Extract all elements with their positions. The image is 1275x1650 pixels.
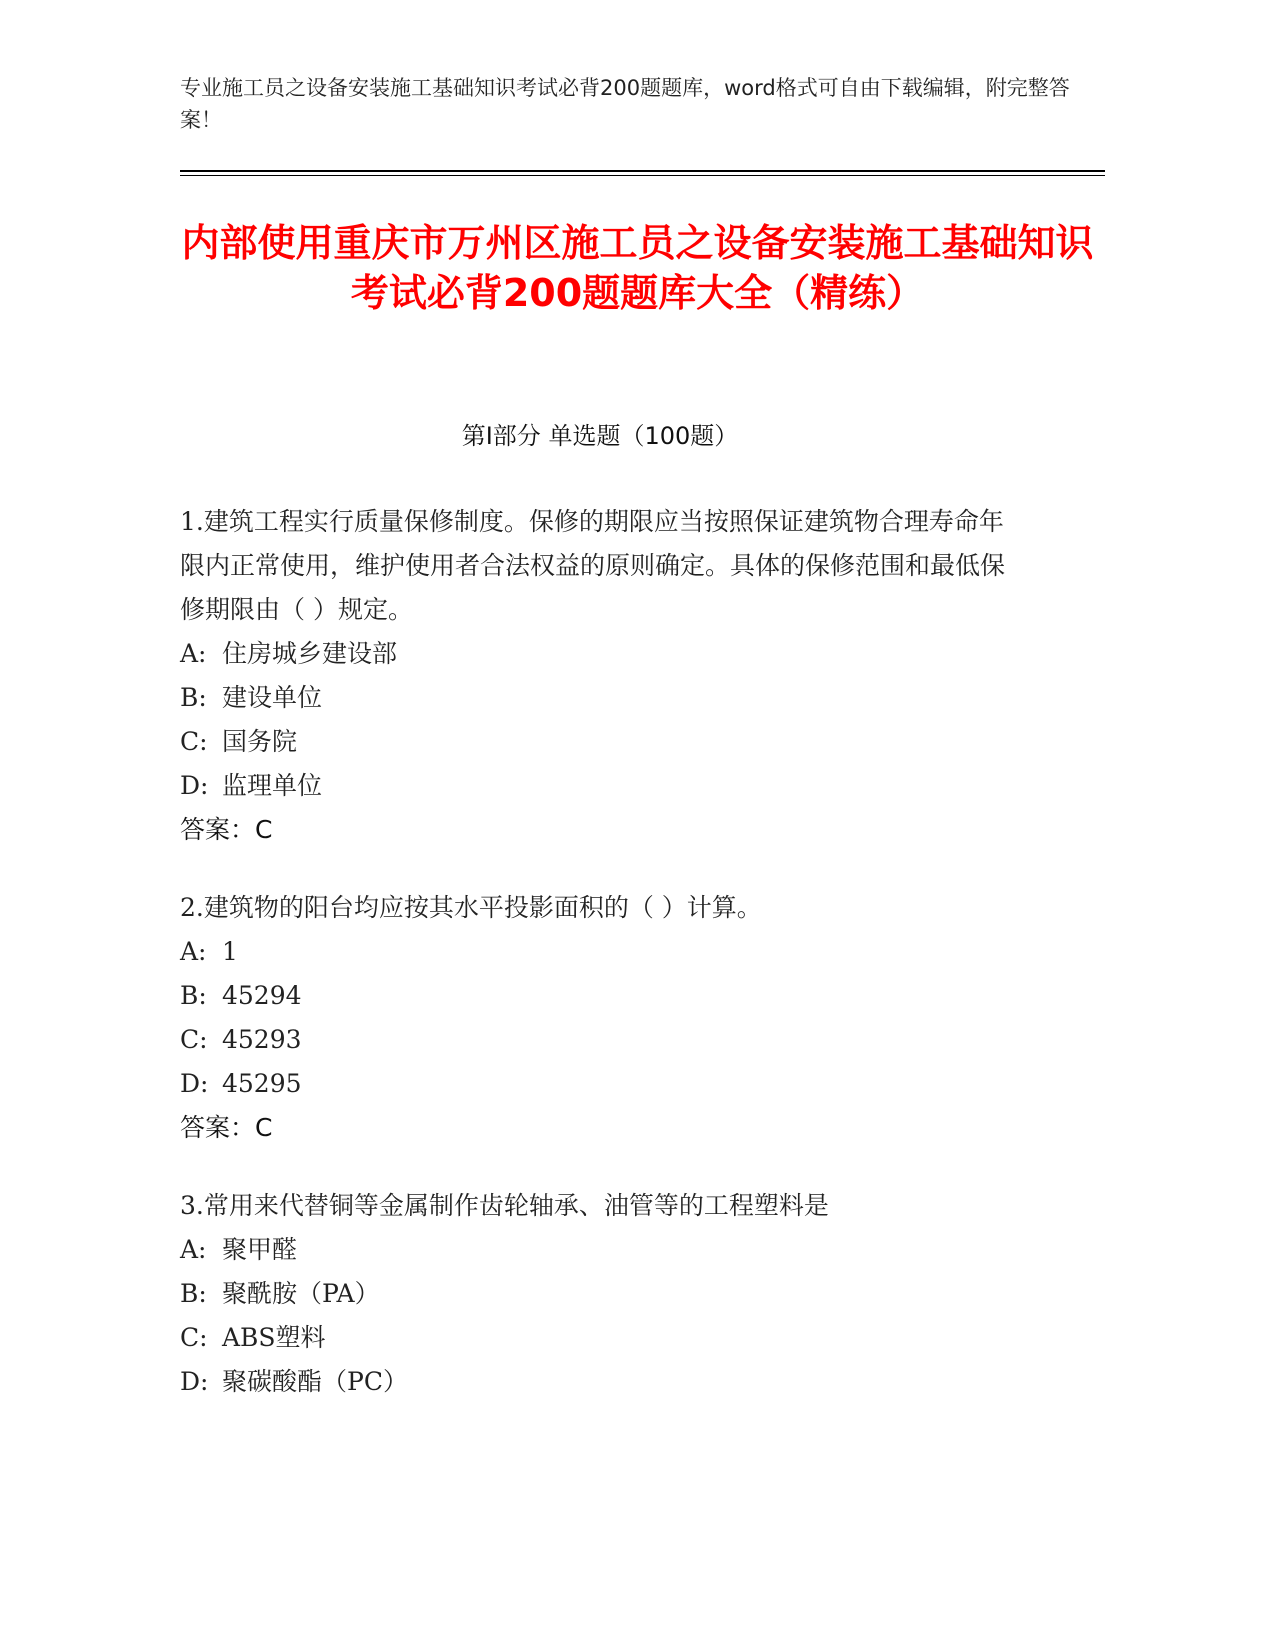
option-c <box>180 720 1020 764</box>
option-d <box>180 1062 1020 1106</box>
option-d <box>180 1360 1020 1404</box>
document-title: 内部使用重庆市万州区施工员之设备安装施工基础知识考试必背200题题库大全（精练） <box>181 221 1094 315</box>
option-text: 聚酰胺（PA） <box>222 1279 380 1308</box>
option-key: B: <box>180 1279 207 1308</box>
option-key: D: <box>180 1367 209 1396</box>
header-divider-thick <box>180 170 1105 172</box>
option-key: D: <box>180 1069 209 1098</box>
option-d <box>180 764 1020 808</box>
option-text: 45295 <box>222 1069 302 1098</box>
option-a <box>180 1228 1020 1272</box>
option-text: 监理单位 <box>222 771 323 800</box>
option-key: C: <box>180 1323 208 1352</box>
option-key: C: <box>180 1025 208 1054</box>
option-b <box>180 676 1020 720</box>
option-c <box>180 1018 1020 1062</box>
option-text: 聚甲醛 <box>222 1235 298 1264</box>
answer-line: 答案：C <box>180 1113 273 1142</box>
question-list <box>180 500 1020 1438</box>
question-item <box>180 1184 1020 1404</box>
option-b <box>180 974 1020 1018</box>
option-c <box>180 1316 1020 1360</box>
option-text: 聚碳酸酯（PC） <box>222 1367 408 1396</box>
option-b <box>180 1272 1020 1316</box>
answer-line: 答案：C <box>180 815 273 844</box>
header-divider-thin <box>180 175 1105 176</box>
option-key: D: <box>180 771 209 800</box>
question-text: 2.建筑物的阳台均应按其水平投影面积的（ ）计算。 <box>180 893 762 922</box>
option-text: 45294 <box>222 981 302 1010</box>
option-text: 45293 <box>222 1025 302 1054</box>
option-key: A: <box>180 1235 207 1264</box>
option-text: 国务院 <box>222 727 298 756</box>
option-a <box>180 632 1020 676</box>
option-text: 住房城乡建设部 <box>222 639 398 668</box>
option-key: B: <box>180 981 207 1010</box>
option-text: 建设单位 <box>222 683 323 712</box>
question-item <box>180 886 1020 1150</box>
option-text: ABS塑料 <box>222 1323 326 1352</box>
section-heading: 第I部分 单选题（100题） <box>461 422 739 450</box>
header-note: 专业施工员之设备安装施工基础知识考试必背200题题库，word格式可自由下载编辑，附完整答案！ <box>180 76 1070 132</box>
option-key: C: <box>180 727 208 756</box>
question-text: 3.常用来代替铜等金属制作齿轮轴承、油管等的工程塑料是 <box>180 1191 829 1220</box>
option-key: B: <box>180 683 207 712</box>
question-text: 1.建筑工程实行质量保修制度。保修的期限应当按照保证建筑物合理寿命年限内正常使用，维护使用者合法权益的原则确定。具体的保修范围和最低保修期限由（ ）规定。 <box>180 507 1006 624</box>
option-a <box>180 930 1020 974</box>
option-key: A: <box>180 937 207 966</box>
option-text: 1 <box>222 937 238 966</box>
question-item <box>180 500 1020 852</box>
option-key: A: <box>180 639 207 668</box>
